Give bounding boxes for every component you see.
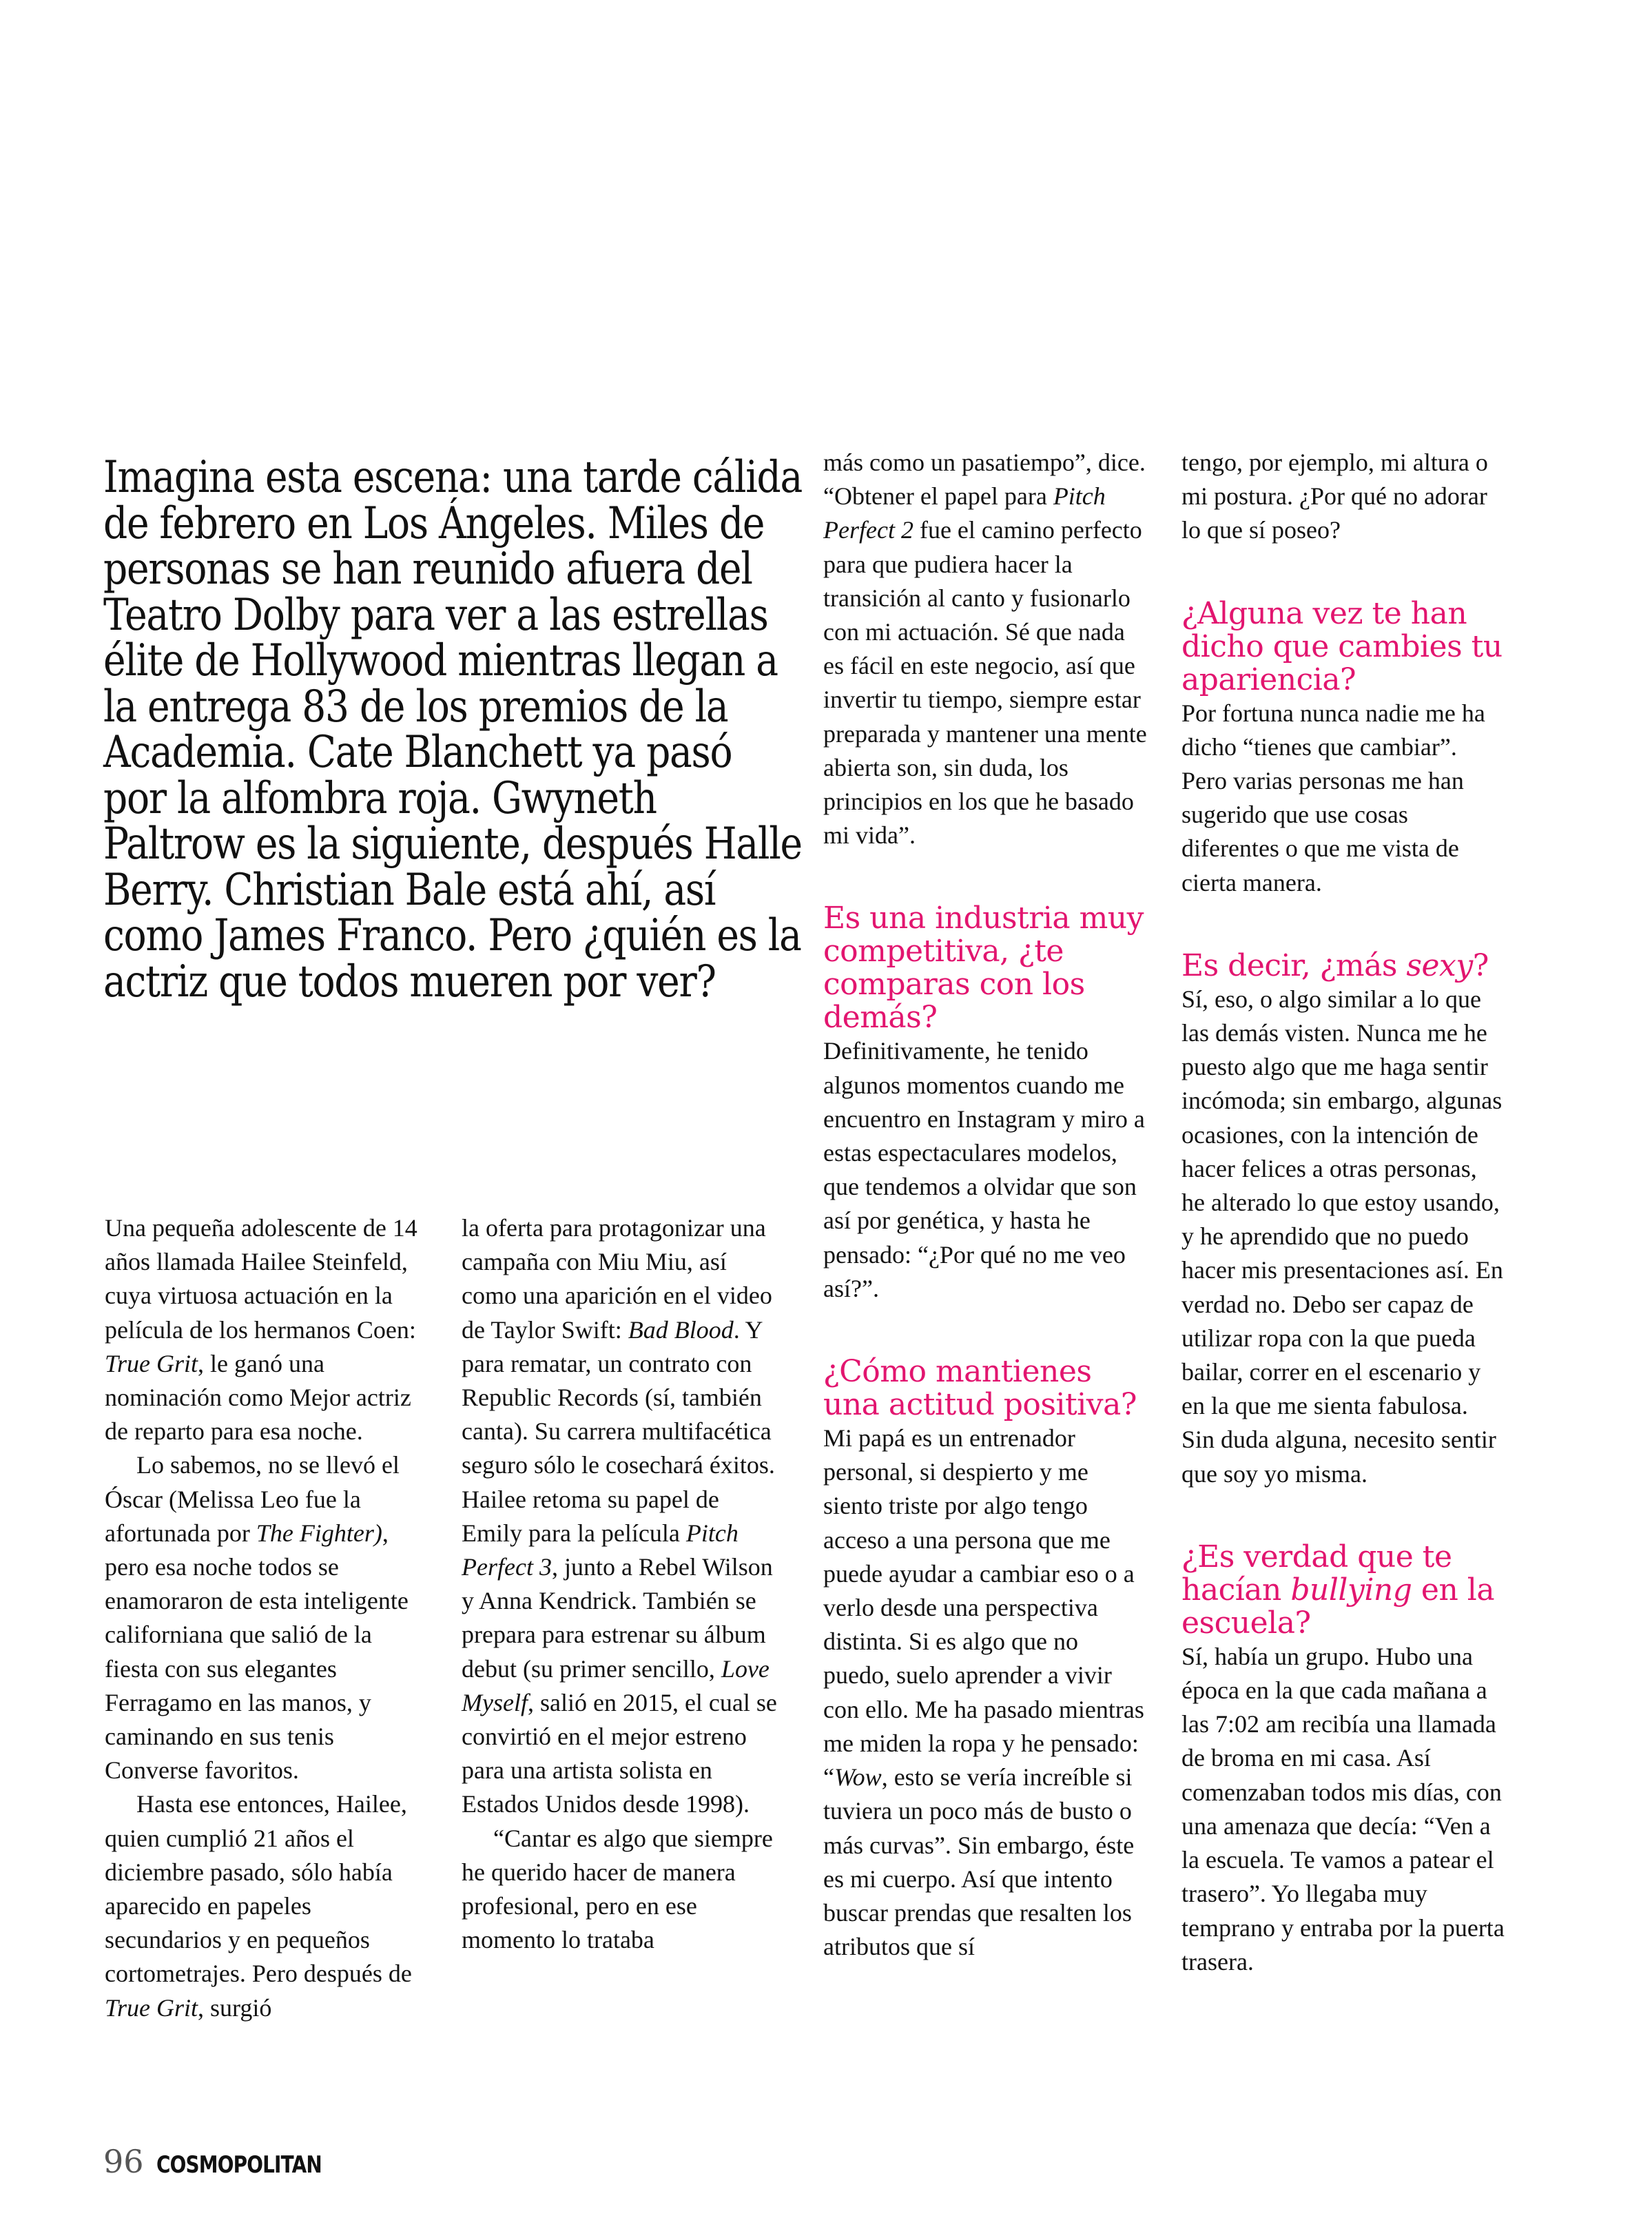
film-title: The Fighter) — [256, 1519, 382, 1547]
text: , surgió — [198, 1993, 272, 2022]
text: , le ganó una nominación como Mejor actriz de reparto para esa noche. — [105, 1349, 411, 1446]
answer-paragraph: Sí, había un grupo. Hubo una época en la que cada mañana a las 7:02 am recibía una llamada de broma en mi casa. Así comenzaban todos mis días, con una amenaza que decía: “Ven a la escuela. Te vamos a patear el trasero”. Yo llegaba muy temprano y entraba por la puerta trasera. — [1181, 1642, 1505, 1975]
film-title: Pitch Perfect 3 — [462, 1519, 739, 1581]
text: Es decir, ¿más — [1181, 947, 1407, 983]
film-title: True Grit — [105, 1349, 198, 1377]
film-title: True Grit — [105, 1993, 198, 2022]
body-paragraph — [462, 1211, 785, 1822]
emphasis: sexy — [1406, 947, 1473, 983]
answer-paragraph: Por fortuna nunca nadie me ha dicho “tienes que cambiar”. Pero varias personas me han sugerido que use cosas diferentes o que me vista de cierta manera. — [1181, 699, 1485, 896]
text: , esto se vería increíble si tuviera un poco más de busto o más curvas”. Sin embargo, éste es mi cuerpo. Así que intento buscar prendas que resalten los atributos que sí — [823, 1763, 1135, 1961]
body-paragraph — [105, 1787, 429, 2024]
text: la oferta para protagonizar una campaña con Miu Miu, así como una aparición en el video de Taylor Swift: — [462, 1214, 772, 1344]
question-heading — [1181, 1541, 1505, 1640]
text: Lo sabemos, no se llevó el Óscar (Melissa Leo fue la afortunada por — [105, 1451, 400, 1547]
answer-paragraph: Definitivamente, he tenido algunos momentos cuando me encuentro en Instagram y miro a estas espectaculares modelos, que tendemos a olvidar que son así por genética, y hasta he pensado: “¿Por qué no me veo así?”. — [823, 1037, 1145, 1302]
text: más como un pasatiempo”, dice. “Obtener el papel para — [823, 449, 1146, 511]
video-title: Bad Blood — [628, 1315, 734, 1344]
lede-paragraph: Imagina esta escena: una tarde cálida de febrero en Los Ángeles. Miles de personas se han reunido afuera del Teatro Dolby para ver a las estrellas élite de Hollywood mientras llegan a la entrega 83 de los premios de la Academia. Cate Blanchett ya pasó por la alfombra roja. Gwyneth Paltrow es la siguiente, después Halle Berry. Christian Bale está ahí, así como James Franco. Pero ¿quién es la actriz que todos mueren por ver? — [103, 452, 803, 1007]
answer-paragraph: Sí, eso, o algo similar a lo que las demás visten. Nunca me he puesto algo que me haga sentir incómoda; sin embargo, algunas ocasiones, con la intención de hacer felices a otras personas, he alterado lo que estoy usando, y he aprendido que no puedo hacer mis presentaciones así. En verdad no. Debo ser capaz de utilizar ropa con la que pueda bailar, correr en el escenario y en la que me sienta fabulosa. Sin duda alguna, necesito sentir que soy yo misma. — [1181, 985, 1503, 1488]
text: . Y para rematar, un contrato con Republic Records (sí, también canta). Su carrera multifacética seguro sólo le cosechará éxitos. Hailee retoma su papel de Emily para la película — [462, 1315, 775, 1547]
body-paragraph: tengo, por ejemplo, mi altura o mi postura. ¿Por qué no adorar lo que sí poseo? — [1181, 449, 1488, 544]
text: , pero esa noche todos se enamoraron de esta inteligente californiana que salió de la fiesta con sus elegantes Ferragamo en las manos, y caminando en sus tenis Converse favoritos. — [105, 1519, 409, 1785]
text: Hasta ese entonces, Hailee, quien cumplió 21 años el diciembre pasado, sólo había aparecido en papeles secundarios y en pequeños cortometrajes. Pero después de — [105, 1790, 412, 1988]
text: ¿Es verdad que te hacían — [1181, 1539, 1452, 1608]
question-heading — [1181, 949, 1505, 983]
text: Una pequeña adolescente de 14 años llamada Hailee Steinfeld, cuya virtuosa actuación en la película de los hermanos Coen: — [105, 1214, 417, 1344]
text: , salió en 2015, el cual se convirtió en el mejor estreno para una artista solista en Estados Unidos desde 1998). — [462, 1688, 777, 1818]
film-title: Pitch Perfect 2 — [823, 482, 1106, 544]
song-title: Love Myself — [462, 1654, 770, 1716]
text: fue el camino perfecto para que pudiera hacer la transición al canto y fusionarlo con mi actuación. Sé que nada es fácil en este negocio, así que invertir tu tiempo, siempre estar preparada y mantener una mente abierta son, sin duda, los principios en los que he basado mi vida”. — [823, 516, 1147, 850]
body-paragraph — [105, 1211, 429, 1448]
text: ? — [1472, 947, 1489, 983]
text: Mi papá es un entrenador personal, si despierto y me siento triste por algo tengo acceso a una persona que me puede ayudar a cambiar eso o a verlo desde una perspectiva distinta. Si es algo que no puedo, suelo aprender a vivir con ello. Me ha pasado mientras me miden la ropa y he pensado: “ — [823, 1424, 1144, 1792]
emphasis: Wow — [834, 1763, 882, 1792]
question-heading: ¿Cómo mantienes una actitud positiva? — [823, 1354, 1137, 1423]
page-footer — [103, 2143, 358, 2180]
question-heading: Es una industria muy competitiva, ¿te comparas con los demás? — [823, 901, 1144, 1036]
column-4 — [1181, 446, 1505, 1979]
text: , junto a Rebel Wilson y Anna Kendrick. También se prepara para estrenar su álbum debut (su primer sencillo, — [462, 1553, 773, 1683]
column-3 — [823, 446, 1147, 1964]
question-heading: ¿Alguna vez te han dicho que cambies tu apariencia? — [1181, 595, 1503, 697]
answer-paragraph — [823, 1421, 1147, 1964]
emphasis: bullying — [1290, 1572, 1412, 1608]
column-1 — [105, 1211, 429, 2025]
column-2 — [462, 1211, 785, 1957]
page-number: 96 — [103, 2143, 144, 2180]
body-paragraph — [105, 1448, 429, 1787]
body-paragraph: “Cantar es algo que siempre he querido hacer de manera profesional, pero en ese momento lo trataba — [462, 1824, 773, 1954]
text: en la escuela? — [1181, 1572, 1495, 1641]
magazine-logo: COSMOPOLITAN — [156, 2151, 322, 2179]
body-paragraph — [823, 446, 1147, 852]
